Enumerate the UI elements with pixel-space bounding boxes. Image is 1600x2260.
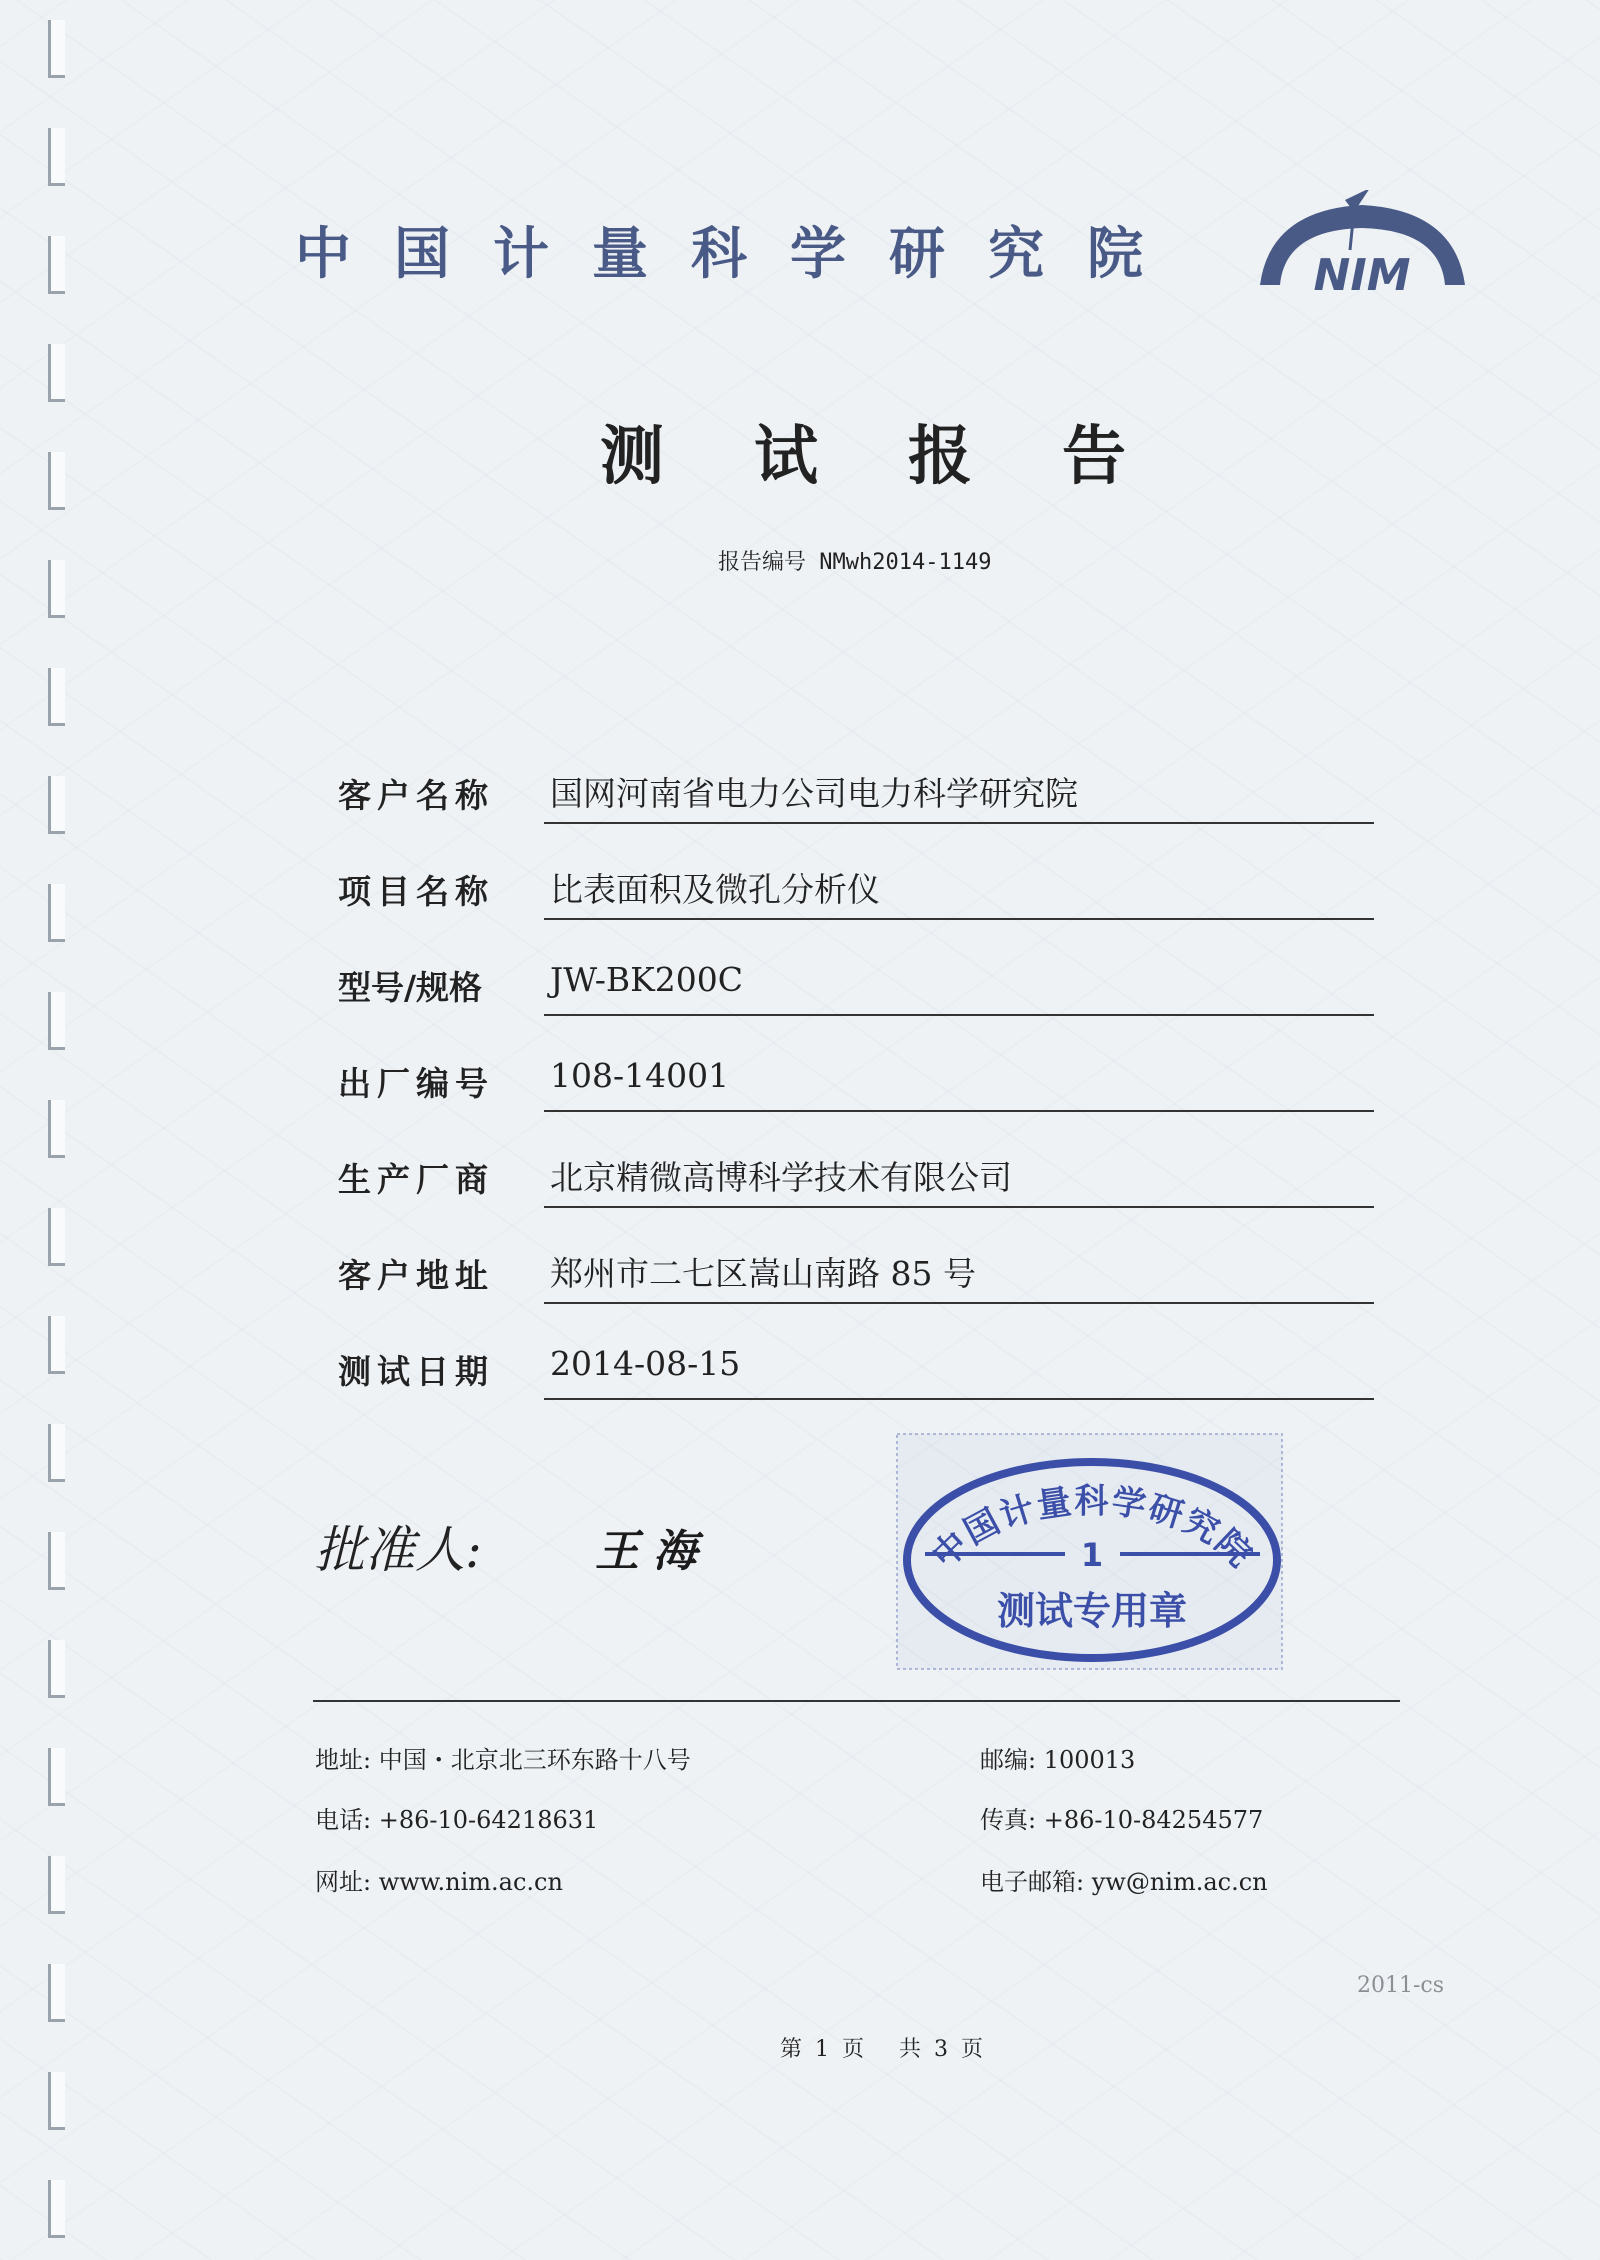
report-number-value: NMwh2014-1149 [819,550,992,575]
contact-website[interactable]: 网址: www.nim.ac.cn [315,1868,563,1896]
page-current-suffix: 页 [842,2037,865,2062]
punch-hole [48,668,65,726]
field-label: 客户名称 [338,776,494,815]
punch-hole [48,1316,65,1374]
field-row-manufacturer [338,1142,1400,1238]
punch-hole [48,560,65,618]
field-label: 客户地址 [338,1256,494,1295]
report-number-label: 报告编号 [718,550,807,575]
field-value: 2014-08-15 [544,1344,1374,1400]
contact-postcode: 邮编: 100013 [980,1746,1136,1774]
punch-hole [48,1532,65,1590]
punch-hole [48,1748,65,1806]
field-label: 型号/规格 [338,968,483,1007]
field-row-serial-number [338,1046,1400,1142]
field-value: 比表面积及微孔分析仪 [544,864,1374,920]
field-label: 测试日期 [338,1352,494,1391]
report-fields [338,758,1400,1430]
field-label: 出厂编号 [338,1064,494,1103]
nim-logo-icon [1250,190,1475,300]
field-value: 郑州市二七区嵩山南路 85 号 [544,1248,1374,1304]
punch-hole [48,992,65,1050]
punch-hole [48,2180,65,2238]
contact-email[interactable]: 电子邮箱: yw@nim.ac.cn [980,1868,1268,1896]
field-row-client-address [338,1238,1400,1334]
seal-top-text: 中国计量科学研究院 [924,1481,1261,1577]
page-number [780,2032,1020,2063]
punch-hole [48,1856,65,1914]
punch-hole [48,2072,65,2130]
page-total-suffix: 页 [961,2037,984,2062]
field-row-item-name [338,854,1400,950]
institution-name: 中国计量科学研究院 [295,221,1186,287]
punch-hole [48,1100,65,1158]
approver-label: 批准人: [315,1521,482,1579]
punch-hole [48,776,65,834]
field-row-model [338,950,1400,1046]
contact-fax: 传真: +86-10-84254577 [980,1806,1264,1834]
binding-punch-holes [40,0,80,2260]
punch-hole [48,1964,65,2022]
punch-hole [48,1640,65,1698]
punch-hole [48,236,65,294]
page-total: 3 [934,2037,949,2062]
punch-hole [48,1424,65,1482]
report-title: 测试报告 [600,420,1216,494]
field-value: 北京精微高博科学技术有限公司 [544,1152,1374,1208]
punch-hole [48,1208,65,1266]
approver-signature: 王海 [595,1526,711,1577]
punch-hole [48,344,65,402]
form-code: 2011-cs [1357,1973,1445,1998]
field-label: 项目名称 [338,872,494,911]
contact-phone: 电话: +86-10-64218631 [315,1806,599,1834]
page-total-prefix: 共 [899,2037,922,2062]
field-value: 国网河南省电力公司电力科学研究院 [544,768,1374,824]
punch-hole [48,452,65,510]
field-row-test-date [338,1334,1400,1430]
page-current: 1 [815,2037,830,2062]
field-row-client-name [338,758,1400,854]
field-value: 108-14001 [544,1056,1374,1112]
punch-hole [48,884,65,942]
logo-text: NIM [1313,250,1411,300]
report-number-line [718,545,1118,579]
footer-divider [313,1700,1400,1702]
field-value: JW-BK200C [544,960,1374,1016]
page-current-prefix: 第 [780,2037,803,2062]
punch-hole [48,20,65,78]
punch-hole [48,128,65,186]
official-seal [895,1432,1290,1682]
field-label: 生产厂商 [338,1160,494,1199]
contact-address: 地址: 中国・北京北三环东路十八号 [315,1746,691,1774]
seal-bottom-text: 测试专用章 [996,1589,1188,1633]
seal-number: 1 [1080,1536,1104,1574]
